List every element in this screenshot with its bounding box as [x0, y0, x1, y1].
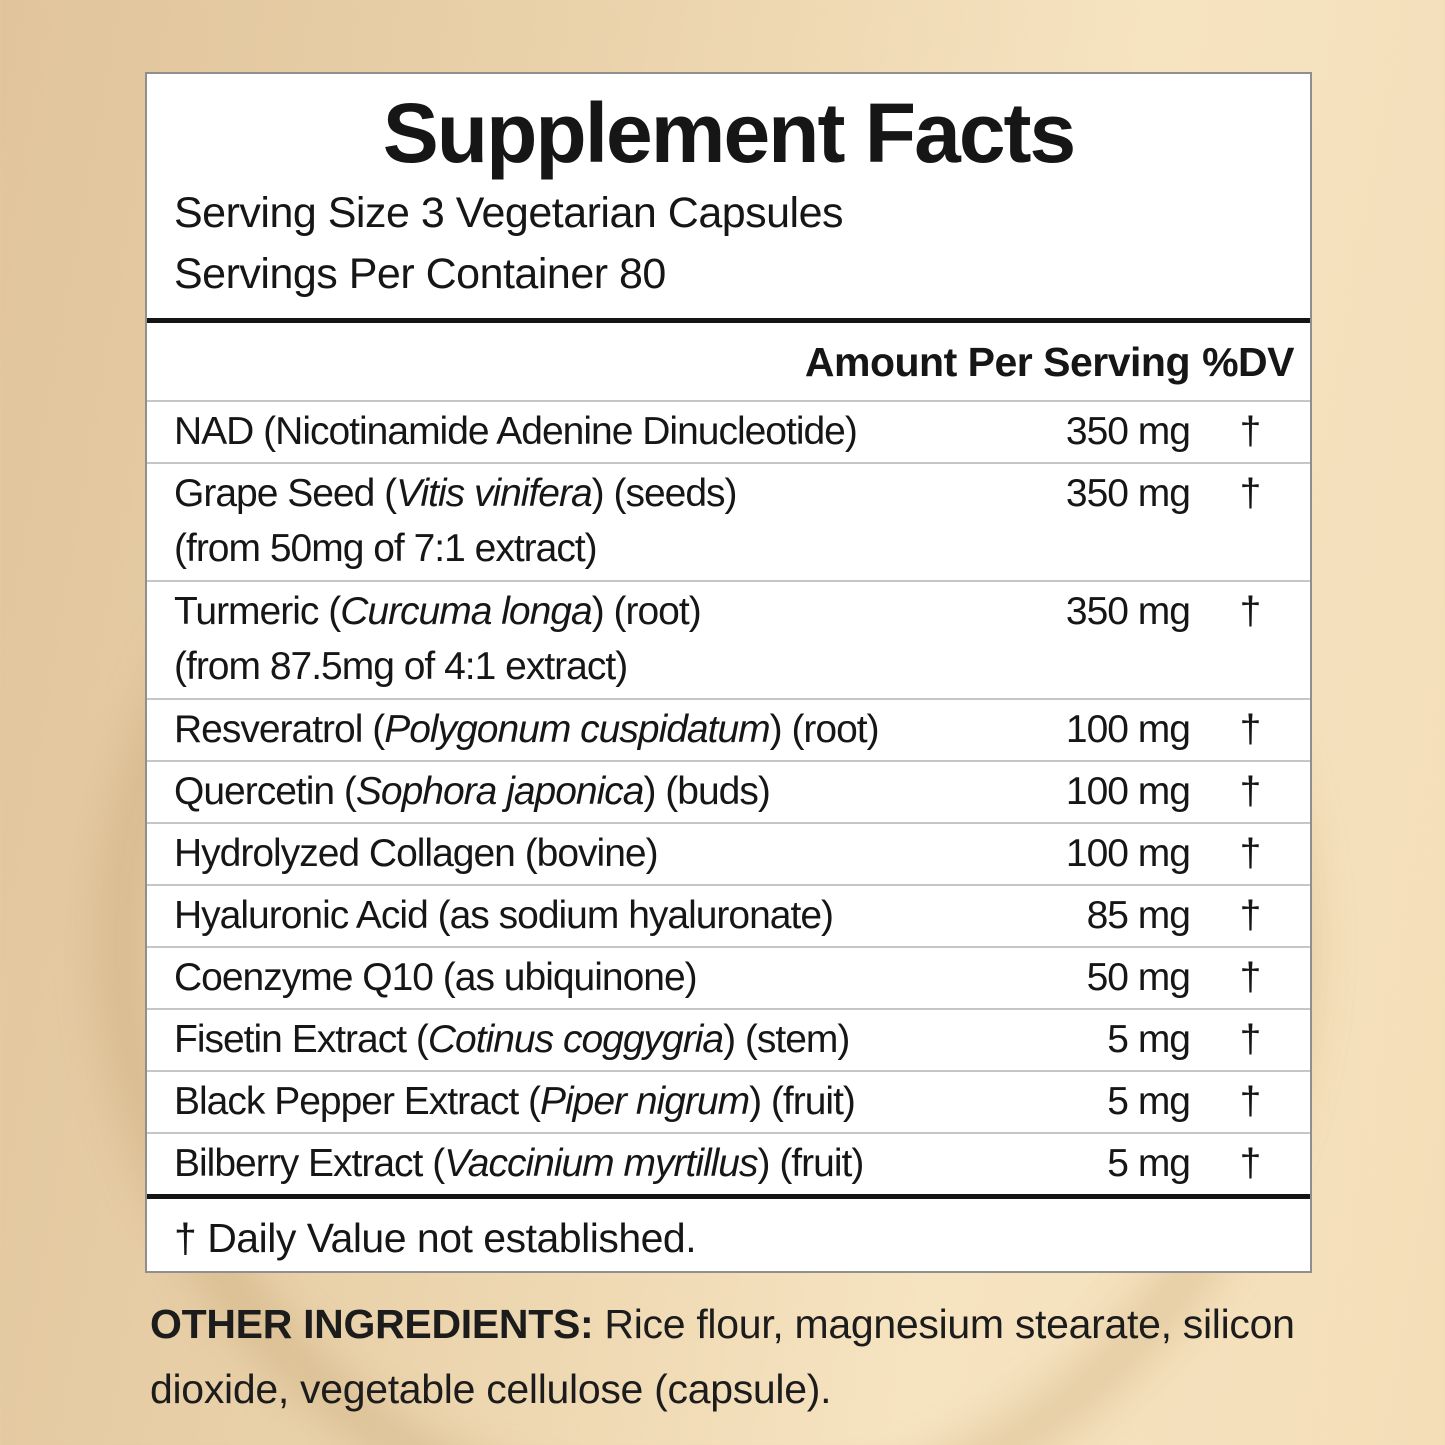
- other-ingredients-label: OTHER INGREDIENTS:: [150, 1301, 594, 1347]
- ingredient-name: Black Pepper Extract (Piper nigrum) (fruit): [174, 1080, 855, 1124]
- ingredient-dv-dagger: †: [1239, 832, 1261, 876]
- ingredient-amount: 85 mg: [1086, 894, 1190, 938]
- ingredient-amount: 50 mg: [1086, 956, 1190, 1000]
- table-row: [147, 400, 1310, 462]
- ingredient-amount: 5 mg: [1107, 1080, 1190, 1124]
- ingredient-amount: 100 mg: [1065, 770, 1190, 814]
- ingredient-rows: [147, 400, 1310, 1194]
- ingredient-dv-dagger: †: [1239, 410, 1261, 454]
- servings-per-container-text: Servings Per Container 80: [174, 250, 666, 299]
- table-row: [147, 822, 1310, 884]
- table-row: [147, 760, 1310, 822]
- ingredient-dv-dagger: †: [1239, 956, 1261, 1000]
- supplement-facts-panel: [145, 72, 1312, 1273]
- ingredient-extract-note: (from 50mg of 7:1 extract): [174, 527, 597, 571]
- percent-dv-header: %DV: [1202, 339, 1294, 386]
- amount-per-serving-header: Amount Per Serving: [804, 339, 1190, 386]
- other-ingredients-text: [150, 1292, 1330, 1422]
- table-row: [147, 884, 1310, 946]
- ingredient-name: Hyaluronic Acid (as sodium hyaluronate): [174, 894, 834, 938]
- ingredient-name: NAD (Nicotinamide Adenine Dinucleotide): [174, 410, 857, 454]
- ingredient-amount: 100 mg: [1065, 832, 1190, 876]
- ingredient-name: Fisetin Extract (Cotinus coggygria) (stem): [174, 1018, 850, 1062]
- table-row: [147, 946, 1310, 1008]
- ingredient-amount: 350 mg: [1065, 472, 1190, 516]
- ingredient-name: Quercetin (Sophora japonica) (buds): [174, 770, 770, 814]
- ingredient-amount: 100 mg: [1065, 708, 1190, 752]
- table-row: [147, 698, 1310, 760]
- table-row: [147, 1132, 1310, 1194]
- ingredient-extract-note: (from 87.5mg of 4:1 extract): [174, 645, 628, 689]
- ingredient-dv-dagger: †: [1239, 1142, 1261, 1186]
- ingredient-amount: 5 mg: [1107, 1018, 1190, 1062]
- ingredient-name: Hydrolyzed Collagen (bovine): [174, 832, 658, 876]
- daily-value-footnote: † Daily Value not established.: [147, 1194, 1310, 1273]
- ingredient-name: Turmeric (Curcuma longa) (root): [174, 590, 701, 634]
- ingredient-dv-dagger: †: [1239, 708, 1261, 752]
- ingredient-name: Grape Seed (Vitis vinifera) (seeds): [174, 472, 737, 516]
- table-row: [147, 1008, 1310, 1070]
- panel-title: Supplement Facts: [382, 86, 1075, 180]
- ingredient-name: Bilberry Extract (Vaccinium myrtillus) (fruit): [174, 1142, 864, 1186]
- ingredient-amount: 350 mg: [1065, 410, 1190, 454]
- column-header-row: [147, 323, 1310, 400]
- ingredient-name: Resveratrol (Polygonum cuspidatum) (root): [174, 708, 879, 752]
- ingredient-dv-dagger: †: [1239, 1080, 1261, 1124]
- ingredient-dv-dagger: †: [1239, 770, 1261, 814]
- table-row: [147, 462, 1310, 580]
- ingredient-amount: 350 mg: [1065, 590, 1190, 634]
- ingredient-dv-dagger: †: [1239, 472, 1261, 516]
- table-row: [147, 1070, 1310, 1132]
- ingredient-dv-dagger: †: [1239, 1018, 1261, 1062]
- table-row: [147, 580, 1310, 698]
- other-ingredients-list: Rice flour, magnesium stearate, silicon dioxide, vegetable cellulose (capsule).: [150, 1301, 1295, 1412]
- ingredient-dv-dagger: †: [1239, 590, 1261, 634]
- ingredient-name: Coenzyme Q10 (as ubiquinone): [174, 956, 697, 1000]
- ingredient-amount: 5 mg: [1107, 1142, 1190, 1186]
- ingredient-dv-dagger: †: [1239, 894, 1261, 938]
- serving-size-text: Serving Size 3 Vegetarian Capsules: [174, 188, 844, 237]
